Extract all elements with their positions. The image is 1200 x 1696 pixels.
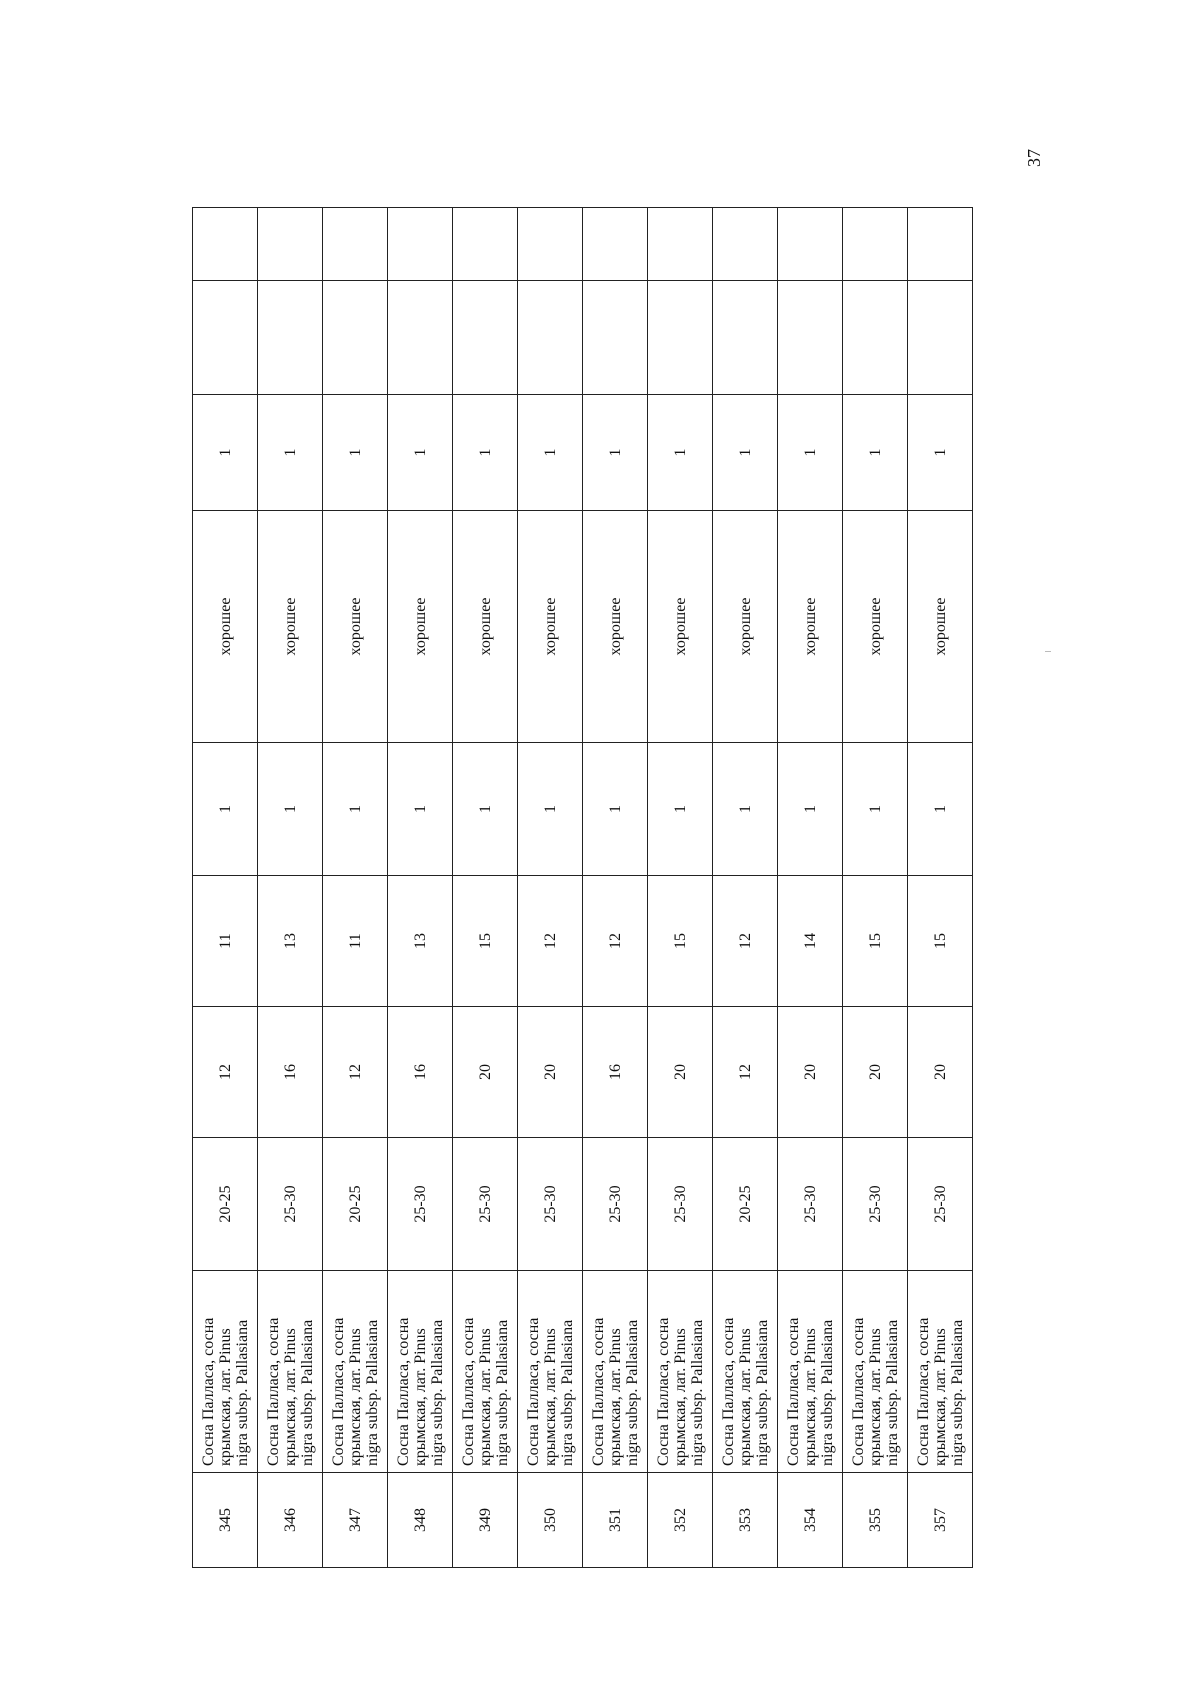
empty-cell <box>583 281 648 395</box>
species-name-line: nigra subsp. Pallasiana <box>623 1319 641 1466</box>
condition-cell: хорошее <box>648 511 713 743</box>
row-number-cell: 351 <box>583 1473 648 1568</box>
species-name-line: Сосна Палласа, сосна <box>914 1317 932 1466</box>
species-name-cell <box>583 1271 648 1473</box>
species-name-line: nigra subsp. Pallasiana <box>298 1319 316 1466</box>
age-cell: 25-30 <box>908 1138 973 1271</box>
species-name-cell <box>713 1271 778 1473</box>
category-cell: 1 <box>453 395 518 511</box>
species-name-line: nigra subsp. Pallasiana <box>883 1319 901 1466</box>
empty-cell <box>388 281 453 395</box>
count-cell: 1 <box>388 743 453 876</box>
category-cell: 1 <box>518 395 583 511</box>
species-name-cell <box>323 1271 388 1473</box>
height-cell: 20 <box>778 1007 843 1138</box>
species-name-cell <box>388 1271 453 1473</box>
empty-cell <box>323 208 388 281</box>
row-number-cell: 354 <box>778 1473 843 1568</box>
empty-cell <box>323 281 388 395</box>
category-cell: 1 <box>908 395 973 511</box>
table-row <box>843 208 908 1568</box>
diameter-cell: 15 <box>843 876 908 1007</box>
empty-cell <box>843 281 908 395</box>
row-number-cell: 346 <box>258 1473 323 1568</box>
condition-cell: хорошее <box>778 511 843 743</box>
condition-cell: хорошее <box>323 511 388 743</box>
species-name-cell <box>258 1271 323 1473</box>
row-number-cell: 350 <box>518 1473 583 1568</box>
empty-cell <box>193 281 258 395</box>
species-name-line: Сосна Палласа, сосна <box>394 1317 412 1466</box>
species-name-line: Сосна Палласа, сосна <box>264 1317 282 1466</box>
table-body <box>193 208 973 1568</box>
condition-cell: хорошее <box>518 511 583 743</box>
species-name-cell <box>193 1271 258 1473</box>
height-cell: 12 <box>323 1007 388 1138</box>
table-row <box>713 208 778 1568</box>
count-cell: 1 <box>843 743 908 876</box>
count-cell: 1 <box>193 743 258 876</box>
row-number-cell: 348 <box>388 1473 453 1568</box>
empty-cell <box>193 208 258 281</box>
diameter-cell: 13 <box>388 876 453 1007</box>
species-name-cell <box>518 1271 583 1473</box>
empty-cell <box>908 208 973 281</box>
table-row <box>518 208 583 1568</box>
species-name-line: крымская, лат. Pinus <box>606 1328 624 1466</box>
row-number-cell: 357 <box>908 1473 973 1568</box>
height-cell: 12 <box>193 1007 258 1138</box>
count-cell: 1 <box>583 743 648 876</box>
tree-inventory-table <box>192 207 973 1568</box>
species-name-line: Сосна Палласа, сосна <box>849 1317 867 1466</box>
row-number-cell: 355 <box>843 1473 908 1568</box>
height-cell: 16 <box>583 1007 648 1138</box>
empty-cell <box>258 208 323 281</box>
species-name-line: Сосна Палласа, сосна <box>589 1317 607 1466</box>
species-name-line: крымская, лат. Pinus <box>866 1328 884 1466</box>
species-name-line: крымская, лат. Pinus <box>216 1328 234 1466</box>
height-cell: 20 <box>648 1007 713 1138</box>
condition-cell: хорошее <box>258 511 323 743</box>
species-name-cell <box>908 1271 973 1473</box>
row-number-cell: 345 <box>193 1473 258 1568</box>
age-cell: 20-25 <box>193 1138 258 1271</box>
condition-cell: хорошее <box>843 511 908 743</box>
age-cell: 25-30 <box>258 1138 323 1271</box>
empty-cell <box>518 281 583 395</box>
species-name-line: крымская, лат. Pinus <box>476 1328 494 1466</box>
age-cell: 25-30 <box>518 1138 583 1271</box>
count-cell: 1 <box>518 743 583 876</box>
species-name-line: nigra subsp. Pallasiana <box>688 1319 706 1466</box>
species-name-line: nigra subsp. Pallasiana <box>753 1319 771 1466</box>
count-cell: 1 <box>713 743 778 876</box>
table-row <box>583 208 648 1568</box>
condition-cell: хорошее <box>583 511 648 743</box>
count-cell: 1 <box>258 743 323 876</box>
species-name-line: nigra subsp. Pallasiana <box>233 1319 251 1466</box>
age-cell: 20-25 <box>323 1138 388 1271</box>
age-cell: 20-25 <box>713 1138 778 1271</box>
scan-mark <box>1045 651 1051 652</box>
species-name-line: Сосна Палласа, сосна <box>784 1317 802 1466</box>
species-name-line: крымская, лат. Pinus <box>541 1328 559 1466</box>
age-cell: 25-30 <box>583 1138 648 1271</box>
count-cell: 1 <box>453 743 518 876</box>
empty-cell <box>908 281 973 395</box>
height-cell: 20 <box>453 1007 518 1138</box>
condition-cell: хорошее <box>453 511 518 743</box>
page-number: 37 <box>1024 149 1044 167</box>
count-cell: 1 <box>648 743 713 876</box>
empty-cell <box>648 281 713 395</box>
diameter-cell: 11 <box>323 876 388 1007</box>
species-name-line: крымская, лат. Pinus <box>801 1328 819 1466</box>
category-cell: 1 <box>258 395 323 511</box>
diameter-cell: 12 <box>518 876 583 1007</box>
rotated-table-wrapper <box>192 208 976 1568</box>
height-cell: 16 <box>388 1007 453 1138</box>
empty-cell <box>583 208 648 281</box>
table-row <box>908 208 973 1568</box>
count-cell: 1 <box>323 743 388 876</box>
table-row <box>453 208 518 1568</box>
count-cell: 1 <box>908 743 973 876</box>
category-cell: 1 <box>193 395 258 511</box>
diameter-cell: 12 <box>713 876 778 1007</box>
species-name-line: Сосна Палласа, сосна <box>654 1317 672 1466</box>
category-cell: 1 <box>713 395 778 511</box>
table-row <box>193 208 258 1568</box>
species-name-line: Сосна Палласа, сосна <box>719 1317 737 1466</box>
age-cell: 25-30 <box>388 1138 453 1271</box>
age-cell: 25-30 <box>843 1138 908 1271</box>
species-name-line: Сосна Палласа, сосна <box>199 1317 217 1466</box>
empty-cell <box>388 208 453 281</box>
diameter-cell: 15 <box>908 876 973 1007</box>
age-cell: 25-30 <box>453 1138 518 1271</box>
height-cell: 12 <box>713 1007 778 1138</box>
category-cell: 1 <box>583 395 648 511</box>
table-row <box>258 208 323 1568</box>
species-name-line: Сосна Палласа, сосна <box>459 1317 477 1466</box>
species-name-line: крымская, лат. Pinus <box>931 1328 949 1466</box>
row-number-cell: 347 <box>323 1473 388 1568</box>
empty-cell <box>843 208 908 281</box>
row-number-cell: 349 <box>453 1473 518 1568</box>
diameter-cell: 12 <box>583 876 648 1007</box>
diameter-cell: 14 <box>778 876 843 1007</box>
species-name-line: nigra subsp. Pallasiana <box>493 1319 511 1466</box>
category-cell: 1 <box>843 395 908 511</box>
height-cell: 20 <box>843 1007 908 1138</box>
category-cell: 1 <box>778 395 843 511</box>
condition-cell: хорошее <box>713 511 778 743</box>
empty-cell <box>453 281 518 395</box>
count-cell: 1 <box>778 743 843 876</box>
condition-cell: хорошее <box>388 511 453 743</box>
condition-cell: хорошее <box>193 511 258 743</box>
empty-cell <box>258 281 323 395</box>
diameter-cell: 15 <box>648 876 713 1007</box>
diameter-cell: 11 <box>193 876 258 1007</box>
empty-cell <box>453 208 518 281</box>
empty-cell <box>778 281 843 395</box>
height-cell: 16 <box>258 1007 323 1138</box>
species-name-cell <box>453 1271 518 1473</box>
age-cell: 25-30 <box>648 1138 713 1271</box>
height-cell: 20 <box>518 1007 583 1138</box>
row-number-cell: 352 <box>648 1473 713 1568</box>
row-number-cell: 353 <box>713 1473 778 1568</box>
species-name-cell <box>843 1271 908 1473</box>
species-name-cell <box>648 1271 713 1473</box>
table-row <box>778 208 843 1568</box>
diameter-cell: 13 <box>258 876 323 1007</box>
table-row <box>648 208 713 1568</box>
species-name-line: nigra subsp. Pallasiana <box>948 1319 966 1466</box>
empty-cell <box>648 208 713 281</box>
species-name-line: Сосна Палласа, сосна <box>329 1317 347 1466</box>
species-name-line: крымская, лат. Pinus <box>346 1328 364 1466</box>
age-cell: 25-30 <box>778 1138 843 1271</box>
species-name-line: nigra subsp. Pallasiana <box>428 1319 446 1466</box>
species-name-line: крымская, лат. Pinus <box>671 1328 689 1466</box>
category-cell: 1 <box>388 395 453 511</box>
table-row <box>323 208 388 1568</box>
species-name-line: nigra subsp. Pallasiana <box>363 1319 381 1466</box>
table-row <box>388 208 453 1568</box>
species-name-line: nigra subsp. Pallasiana <box>558 1319 576 1466</box>
condition-cell: хорошее <box>908 511 973 743</box>
empty-cell <box>778 208 843 281</box>
diameter-cell: 15 <box>453 876 518 1007</box>
height-cell: 20 <box>908 1007 973 1138</box>
category-cell: 1 <box>648 395 713 511</box>
species-name-line: nigra subsp. Pallasiana <box>818 1319 836 1466</box>
empty-cell <box>713 208 778 281</box>
empty-cell <box>518 208 583 281</box>
species-name-cell <box>778 1271 843 1473</box>
category-cell: 1 <box>323 395 388 511</box>
species-name-line: Сосна Палласа, сосна <box>524 1317 542 1466</box>
species-name-line: крымская, лат. Pinus <box>411 1328 429 1466</box>
empty-cell <box>713 281 778 395</box>
species-name-line: крымская, лат. Pinus <box>736 1328 754 1466</box>
species-name-line: крымская, лат. Pinus <box>281 1328 299 1466</box>
